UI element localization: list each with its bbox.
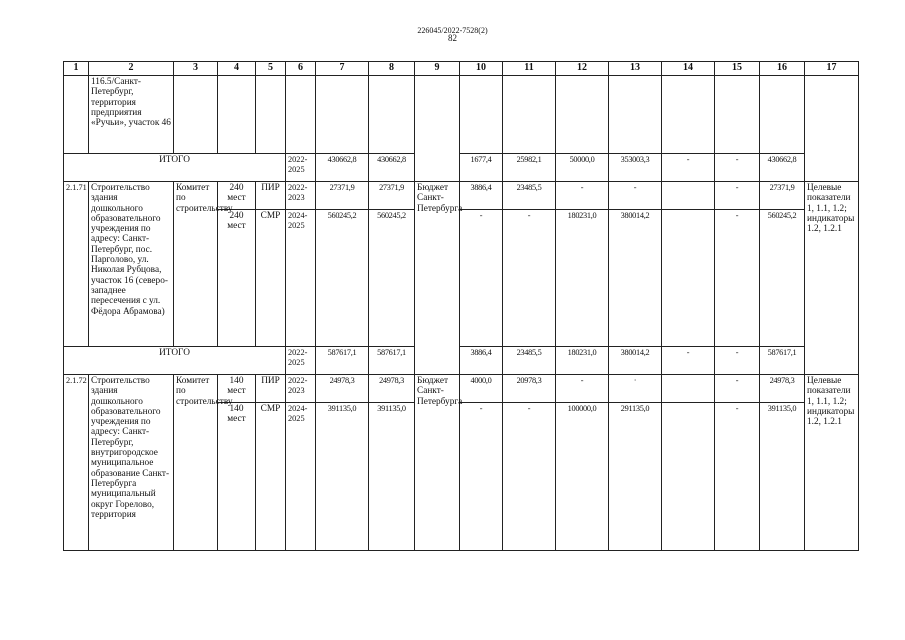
- years: 2024-2025: [286, 210, 316, 347]
- years: 2022-2023: [286, 375, 316, 403]
- table-row: 140 мест СМР 2024-2025 391135,0 391135,0 - - 100000,0 291135,0 - 391135,0: [64, 403, 859, 551]
- indicators: Целевые показатели 1, 1.1, 1.2; индикаторы 1.2, 1.2.1: [805, 182, 859, 375]
- total-row: ИТОГО 2022-2025 587617,1 587617,1 3886,4 23485,5 180231,0 380014,2 - - 587617,1: [64, 347, 859, 375]
- stage: ПИР: [256, 182, 286, 210]
- funding-source: Бюджет Санкт-Петербурга: [415, 182, 460, 375]
- stage: СМР: [256, 403, 286, 551]
- col-num-13: 13: [609, 62, 662, 76]
- col-num-5: 5: [256, 62, 286, 76]
- col-num-12: 12: [556, 62, 609, 76]
- total-years: 2022-2025: [286, 154, 316, 182]
- page-number: 82: [448, 33, 457, 43]
- years: 2022-2023: [286, 182, 316, 210]
- col-num-11: 11: [503, 62, 556, 76]
- total-label: ИТОГО: [64, 154, 286, 182]
- total-years: 2022-2025: [286, 347, 316, 375]
- item-number: 2.1.72: [64, 375, 89, 551]
- col-num-4: 4: [218, 62, 256, 76]
- table-row: 240 мест СМР 2024-2025 560245,2 560245,2 - - 180231,0 380014,2 - 560245,2: [64, 210, 859, 347]
- table-row: 2.1.71 Строительство здания дошкольного образовательного учреждения по адресу: Санкт-Петербург, пос. Парголово, ул. Николая Рубцова, участок 16 (северо-западнее пересечения с ул. Фёдора Абрамова) Комитет по строительству 240 мест ПИР 2022-2023 27371,9 27371,9 Бюджет Санкт-Петербурга 3886,4 23485,5 - - - 27371,9 Целевые показатели 1, 1.1, 1.2; индикаторы 1.2, 1.2.1: [64, 182, 859, 210]
- stage: СМР: [256, 210, 286, 347]
- indicators: Целевые показатели 1, 1.1, 1.2; индикаторы 1.2, 1.2.1: [805, 375, 859, 551]
- col-num-16: 16: [760, 62, 805, 76]
- item-number: 2.1.71: [64, 182, 89, 347]
- column-number-row: [64, 62, 859, 76]
- stage: ПИР: [256, 375, 286, 403]
- capacity: 140 мест: [218, 403, 256, 551]
- document-number: 226045/2022-7528(2): [417, 26, 488, 35]
- table-row: [64, 76, 859, 154]
- funding-source: Бюджет Санкт-Петербурга: [415, 375, 460, 551]
- col-num-6: 6: [286, 62, 316, 76]
- object-name: Строительство здания дошкольного образовательного учреждения по адресу: Санкт-Петербург, пос. Парголово, ул. Николая Рубцова, участок 16 (северо-западнее пересечения с ул. Фёдора Абрамова): [89, 182, 174, 347]
- table-row: 2.1.72 Строительство здания дошкольного образовательного учреждения по адресу: Санкт-Петербург, внутригородское муниципальное образование Санкт-Петербурга муниципальный округ Горелово, территория Комитет по строительству 140 мест ПИР 2022-2023 24978,3 24978,3 Бюджет Санкт-Петербурга 4000,0 20978,3 - · - 24978,3 Целевые показатели 1, 1.1, 1.2; индикаторы 1.2, 1.2.1: [64, 375, 859, 403]
- object-name: 116.5/Санкт-Петербург, территория предприятия «Ручьи», участок 46: [89, 76, 174, 154]
- capacity: 140 мест: [218, 375, 256, 403]
- program-table: [63, 61, 859, 551]
- total-label: ИТОГО: [64, 347, 286, 375]
- col-num-7: 7: [316, 62, 369, 76]
- customer: Комитет по строительству: [174, 182, 218, 347]
- col-num-17: 17: [805, 62, 859, 76]
- col-num-8: 8: [369, 62, 415, 76]
- total-row: ИТОГО 2022-2025 430662,8 430662,8 1677,4 25982,1 50000,0 353003,3 - - 430662,8: [64, 154, 859, 182]
- col-num-10: 10: [460, 62, 503, 76]
- col-num-3: 3: [174, 62, 218, 76]
- col-num-15: 15: [715, 62, 760, 76]
- col-num-9: 9: [415, 62, 460, 76]
- col-num-2: 2: [89, 62, 174, 76]
- years: 2024-2025: [286, 403, 316, 551]
- customer: Комитет по строительству: [174, 375, 218, 551]
- capacity: 240 мест: [218, 210, 256, 347]
- col-num-14: 14: [662, 62, 715, 76]
- capacity: 240 мест: [218, 182, 256, 210]
- col-num-1: 1: [64, 62, 89, 76]
- object-name: Строительство здания дошкольного образовательного учреждения по адресу: Санкт-Петербург, внутригородское муниципальное образование Санкт-Петербурга муниципальный округ Горелово, территория: [89, 375, 174, 551]
